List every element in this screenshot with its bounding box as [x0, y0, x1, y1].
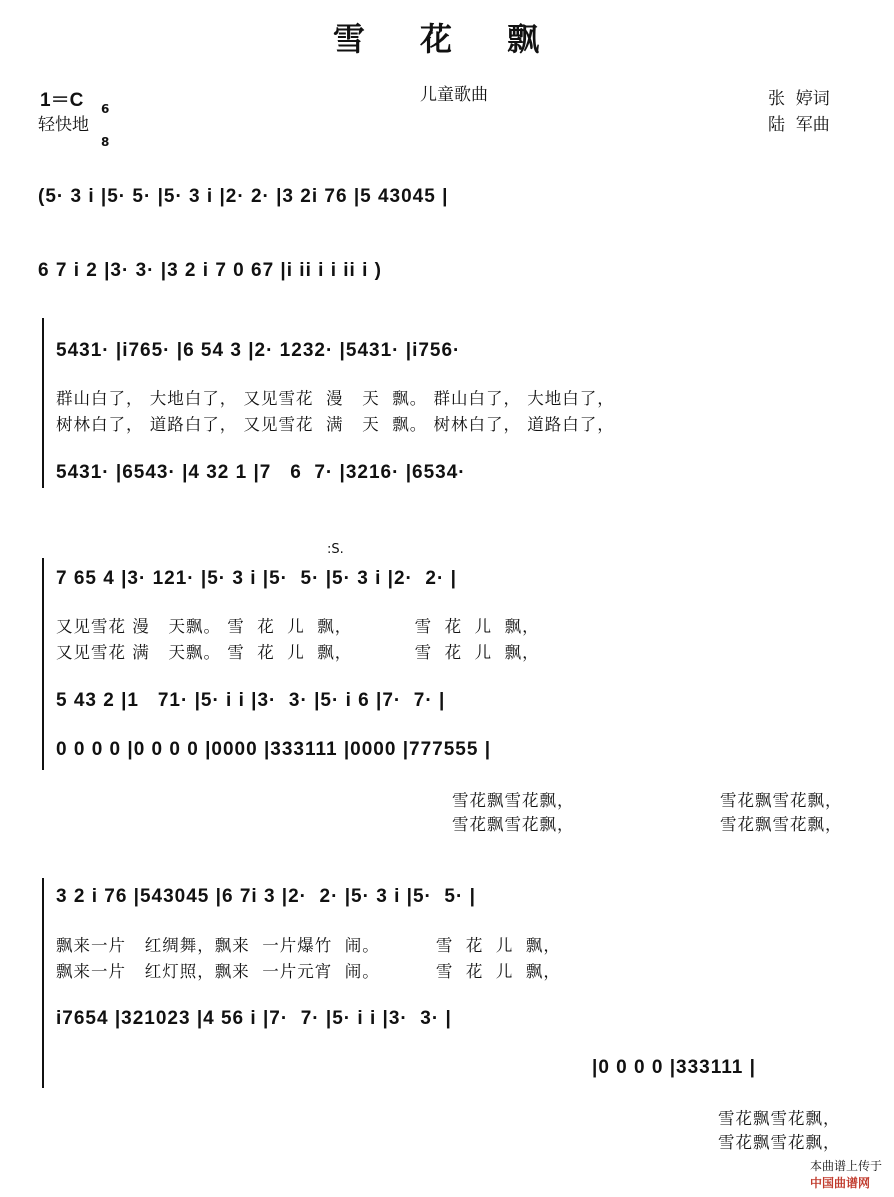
- bass-lyric-3c: 雪花飘雪花飘，: [720, 791, 843, 810]
- melody-staff-3: 7 65 4 |3· 121· |5· 3 i |5· 5· |5· 3 i |2· 2· |: [56, 568, 457, 589]
- bass-lyric-3b: 雪花飘雪花飘，: [452, 815, 575, 834]
- footer-credit: [803, 1143, 882, 1191]
- harmony-staff-2: 5431· |6543· |4 32 1 |7 6 7· |3216· |6534·: [56, 462, 472, 483]
- bass-lyric-4b: 雪花飘雪花飘，: [718, 1133, 841, 1152]
- lyric-verse1-3: 又见雪花 漫 天飘。 雪 花 儿 飘， 雪 花 儿 飘，: [56, 617, 540, 636]
- system-bracket-4: [42, 878, 44, 1088]
- footer-text: 本曲谱上传于: [809, 1159, 882, 1173]
- bass-lyric-3d: 雪花飘雪花飘，: [720, 815, 843, 834]
- lyric-verse1-2: 群山白了， 大地白了， 又见雪花 漫 天 飘。 群山白了， 大地白了，: [56, 389, 615, 408]
- melody-staff-4: 3 2 i 76 |543045 |6 7i 3 |2· 2· |5· 3 i |5· 5· |: [56, 886, 476, 907]
- site-logo[interactable]: 中国曲谱网: [809, 1176, 870, 1190]
- genre-label: 儿童歌曲: [420, 85, 488, 105]
- lyric-verse2-4: 飘来一片 红灯照，飘来 一片元宵 闹。 雪 花 儿 飘，: [56, 962, 561, 981]
- lyricist-credit: 张 婷词: [768, 89, 830, 109]
- intro-line-1: (5· 3 i |5· 5· |5· 3 i |2· 2· |3 2i 76 |5 43045 |: [38, 186, 449, 207]
- lyric-verse1-4: 飘来一片 红绸舞，飘来 一片爆竹 闹。 雪 花 儿 飘，: [56, 936, 561, 955]
- song-title: 雪 花 飘: [332, 20, 562, 58]
- key-signature: 1＝C: [40, 90, 84, 111]
- bass-staff-3: 0 0 0 0 |0 0 0 0 |0000 |333111 |0000 |777555 |: [56, 739, 492, 760]
- bass-staff-4: |0 0 0 0 |333111 |: [592, 1057, 756, 1078]
- lyric-verse2-3: 又见雪花 满 天飘。 雪 花 儿 飘， 雪 花 儿 飘，: [56, 643, 540, 662]
- harmony-staff-4: i7654 |321023 |4 56 i |7· 7· |5· i i |3· 3· |: [56, 1008, 452, 1029]
- bass-lyric-3a: 雪花飘雪花飘，: [452, 791, 575, 810]
- intro-line-2: 6 7 i 2 |3· 3· |3 2 i 7 0 67 |i ii i i ii i ): [38, 260, 382, 281]
- system-bracket-3: [42, 558, 44, 770]
- melody-staff-2: 5431· |i765· |6 54 3 |2· 1232· |5431· |i756·: [56, 340, 467, 361]
- bass-lyric-4a: 雪花飘雪花飘，: [718, 1109, 841, 1128]
- lyric-verse2-2: 树林白了， 道路白了， 又见雪花 满 天 飘。 树林白了， 道路白了，: [56, 415, 615, 434]
- time-bottom: 8: [101, 135, 110, 149]
- tempo-marking: 轻快地: [38, 115, 89, 135]
- composer-credit: 陆 军曲: [768, 115, 830, 135]
- time-top: 6: [101, 102, 110, 116]
- system-bracket-2: [42, 318, 44, 488]
- time-signature: [101, 82, 109, 159]
- segno-mark: :S.: [327, 542, 344, 557]
- harmony-staff-3: 5 43 2 |1 71· |5· i i |3· 3· |5· i 6 |7· 7· |: [56, 690, 446, 711]
